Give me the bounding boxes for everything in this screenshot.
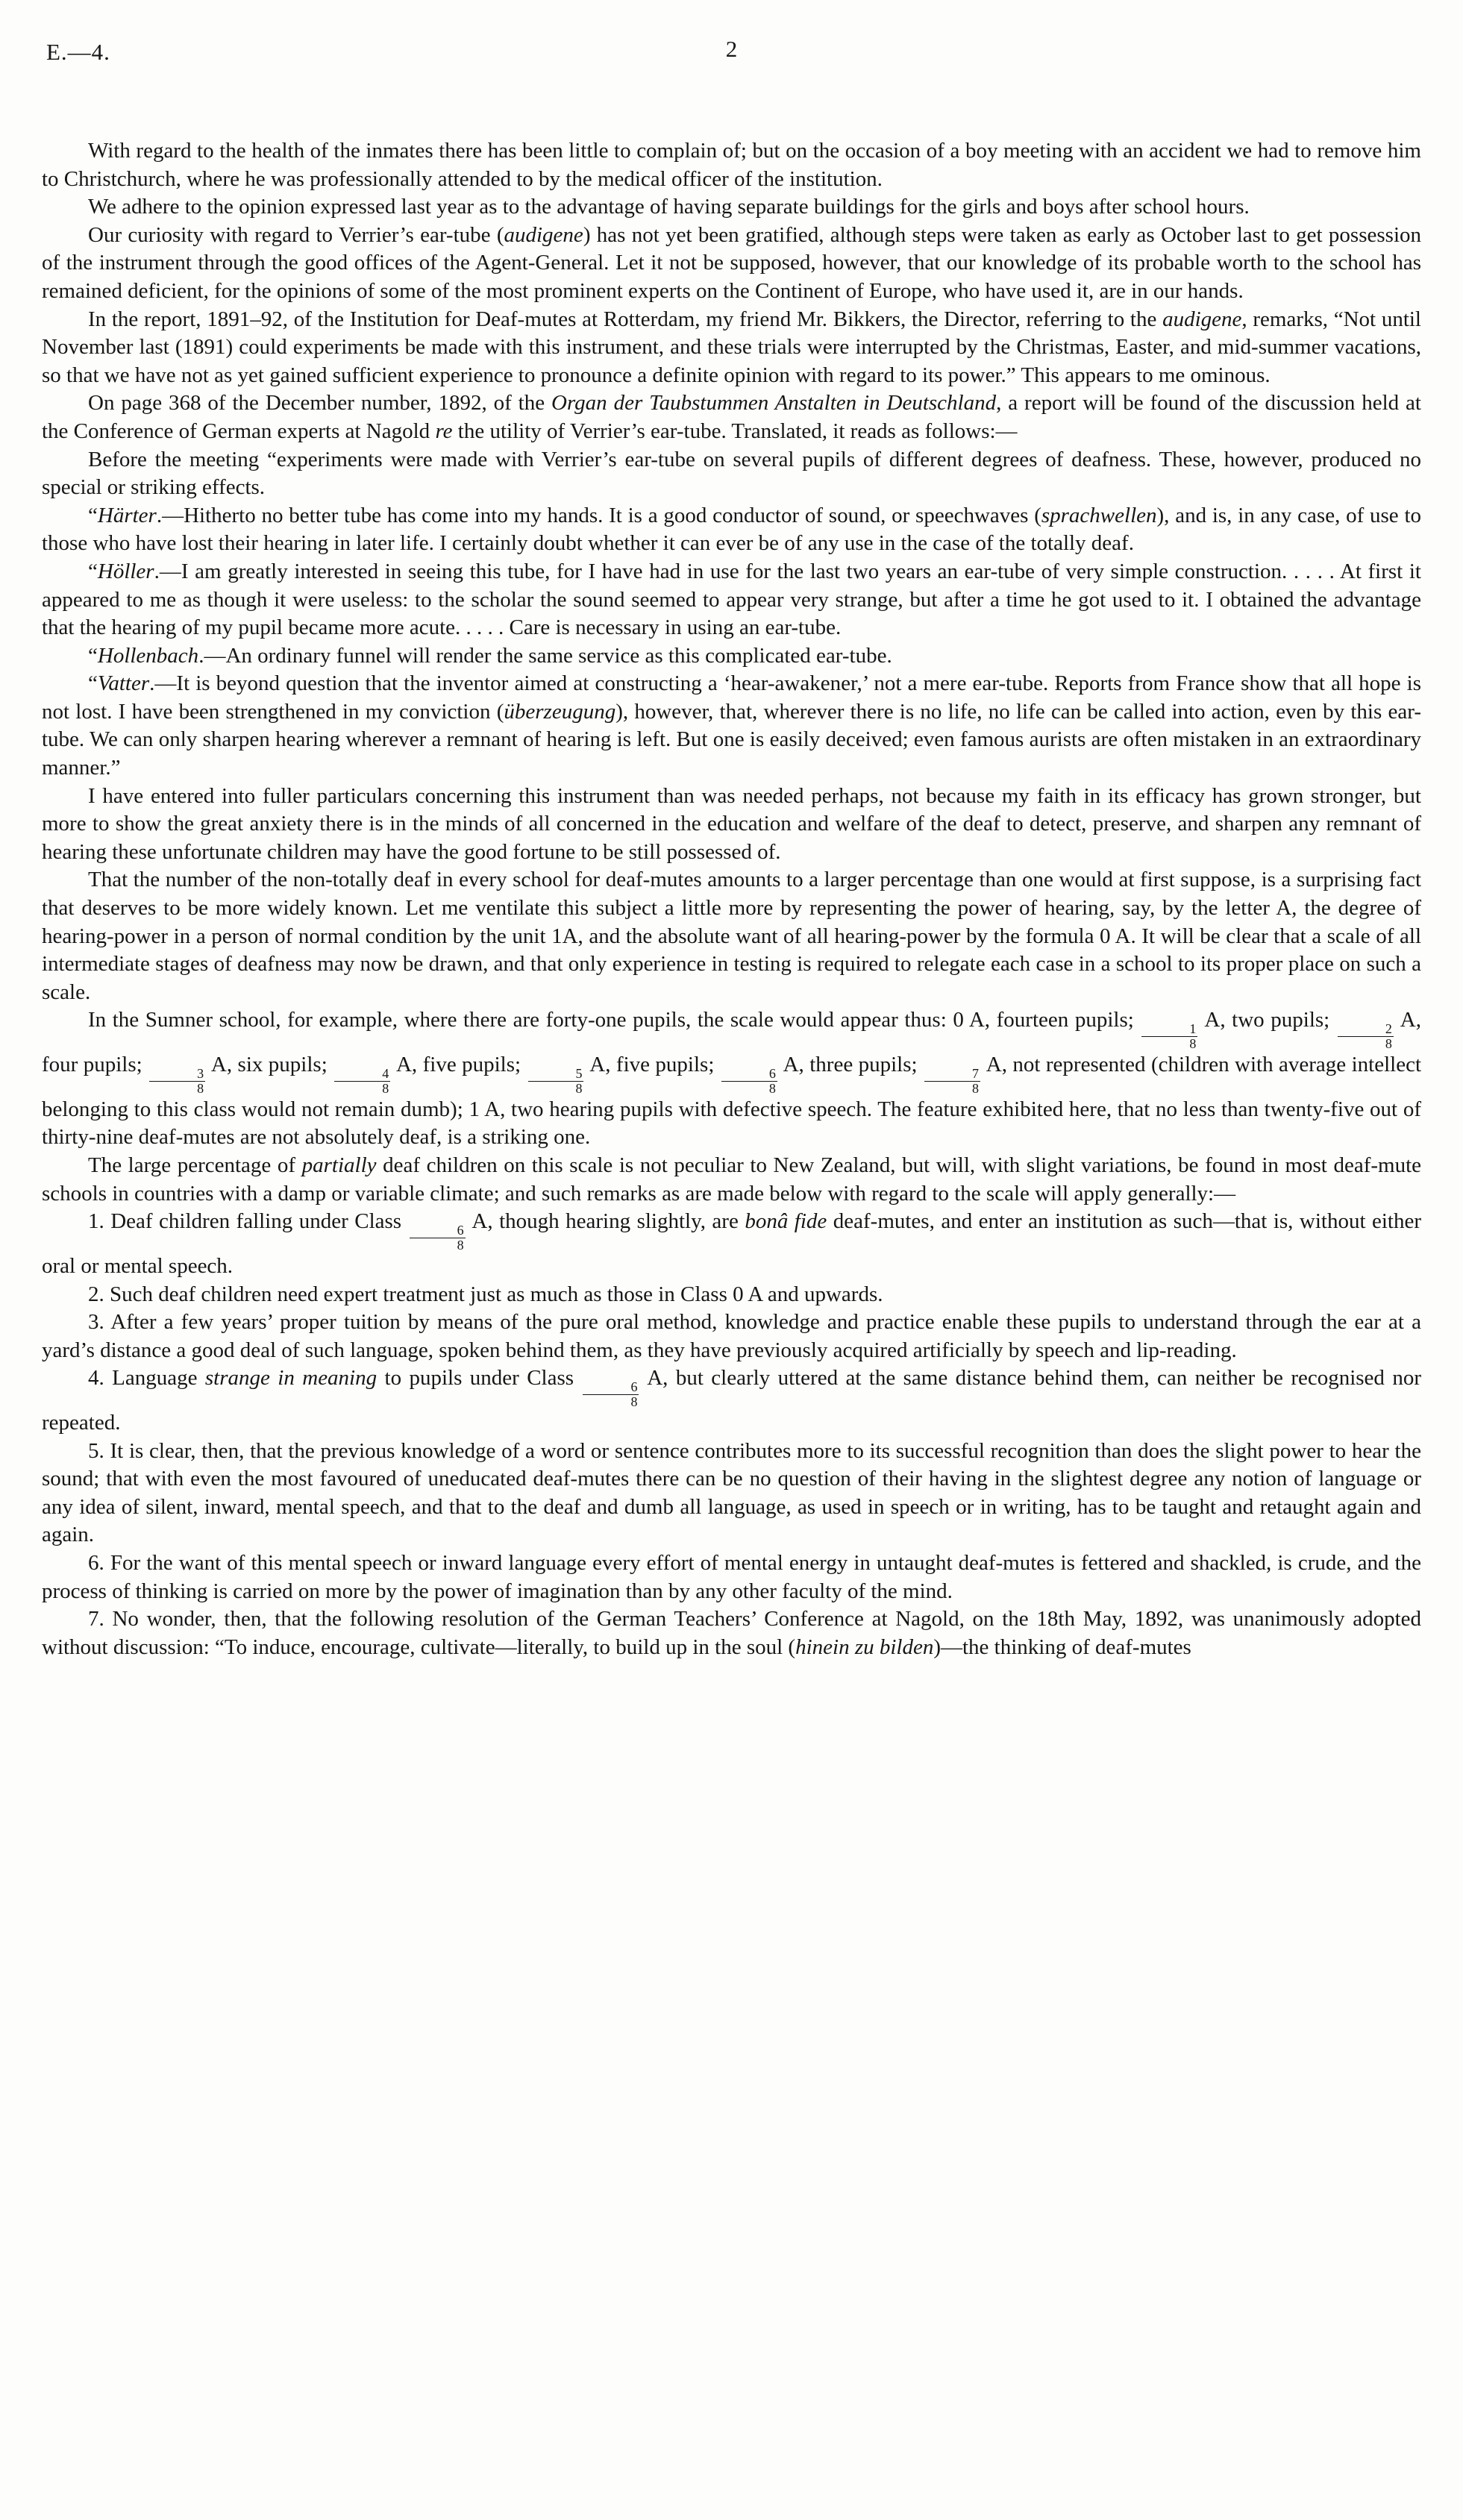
text-run: “ <box>88 671 98 696</box>
italic-text-run: bonâ fide <box>745 1209 827 1234</box>
text-run: A, six pupils; <box>207 1053 333 1077</box>
italic-text-run: Härter <box>97 503 157 527</box>
text-run: 1. Deaf children falling under Class <box>88 1209 408 1234</box>
text-run: That the number of the non-totally deaf in every school for deaf-mutes amounts to a larger percentage than one would at first suppose, is a surprising fact that deserves to be more widely known. Let me ventilate this subject a little more by representing the power of hearing, say, by the letter A, the degree of hearing-power in a person of normal condition by the unit 1A, and the absolute want of all hearing-power by the formula 0 A. It will be clear that a scale of all intermediate stages of deafness may now be drawn, and that only experience in testing is required to relegate each case in a school to its proper place on such a scale. <box>42 868 1421 1004</box>
text-run: “ <box>88 643 98 668</box>
document-reference: E.—4. <box>46 39 110 65</box>
text-run: “ <box>88 503 98 527</box>
paragraph <box>42 193 1421 222</box>
text-run: deaf-mutes, and enter an institution as such—that is, without either oral or mental speech. <box>42 1209 1421 1278</box>
paragraph <box>42 558 1421 642</box>
paragraph <box>42 783 1421 867</box>
text-run: 3. After a few years’ proper tuition by means of the pure oral method, knowledge and practice enable these pupils to understand through the ear at a yard’s distance a good deal of such language, spoken behind them, as they have previously acquired artificially by speech and lip-reading. <box>42 1310 1421 1362</box>
text-run: )—the thinking of deaf-mutes <box>933 1634 1191 1659</box>
paragraph <box>42 306 1421 390</box>
text-run: A, not represented (children with average intellect belonging to this class would not remain dumb); 1 A, two hearing pupils with defective speech. The feature exhibited here, that no less than twenty-five out of thirty-nine deaf-mutes are not absolutely deaf, is a striking one. <box>42 1053 1421 1150</box>
text-run: A, five pupils; <box>392 1053 527 1077</box>
text-run: ), however, that, wherever there is no life, no life can be called into action, even by this ear-tube. We can only sharpen hearing wherever a remnant of hearing is left. But one is easily deceived; even famous aurists are often mistaken in an extraordinary manner.” <box>42 699 1421 780</box>
paragraph <box>42 502 1421 558</box>
text-run: A, but clearly uttered at the same distance behind them, can neither be recognised nor repeated. <box>42 1366 1421 1435</box>
paragraph <box>42 1364 1421 1437</box>
fraction: $\frac{6}{8}$ <box>410 1223 466 1253</box>
italic-text-run: hinein zu bilden <box>795 1634 934 1659</box>
paragraph <box>42 866 1421 1006</box>
text-run: the utility of Verrier’s ear-tube. Translated, it reads as follows:— <box>452 419 1018 443</box>
text-run: .—I am greatly interested in seeing this tube, for I have had in use for the last two years an ear-tube of very simple construction. . . . . At first it appeared to me as though it were useless: to the scholar the sound seemed to appear very strange, but after a time he got used to it. I obtained the advantage that the hearing of my pupil became more acute. . . . . Care is necessary in using an ear-tube. <box>42 559 1421 640</box>
fraction: $\frac{3}{8}$ <box>149 1067 205 1096</box>
text-run: In the report, 1891–92, of the Institution for Deaf-mutes at Rotterdam, my friend Mr. Bikkers, the Director, referring to the <box>88 307 1163 331</box>
text-run: We adhere to the opinion expressed last year as to the advantage of having separate buildings for the girls and boys after school hours. <box>88 195 1250 219</box>
text-run: 2. Such deaf children need expert treatment just as much as those in Class 0 A and upwards. <box>88 1282 883 1306</box>
paragraph <box>42 1006 1421 1152</box>
italic-text-run: Höller <box>97 559 154 583</box>
text-run: A, two pupils; <box>1199 1008 1336 1032</box>
italic-text-run: Vatter <box>97 671 150 696</box>
paragraph <box>42 1152 1421 1208</box>
text-run: On page 368 of the December number, 1892, of the <box>88 391 552 416</box>
paragraph <box>42 1438 1421 1549</box>
text-run: ), and is, in any case, of use to those who have lost their hearing in later life. I certainly doubt whether it can ever be of any use in the case of the totally deaf. <box>42 503 1422 556</box>
paragraph <box>42 389 1421 445</box>
text-run: , a report will be found of the discussion held at the Conference of German experts at Nagold <box>42 391 1421 443</box>
paragraph <box>42 642 1421 671</box>
text-run: A, though hearing slightly, are <box>466 1209 745 1234</box>
text-run: “ <box>88 559 98 583</box>
fraction: $\frac{7}{8}$ <box>924 1067 980 1096</box>
page-header <box>42 36 1421 72</box>
fraction: $\frac{2}{8}$ <box>1338 1022 1394 1051</box>
italic-text-run: Organ der Taubstummen Anstalten in Deutschland <box>551 391 997 416</box>
text-run: In the Sumner school, for example, where there are forty-one pupils, the scale would appear thus: 0 A, fourteen pupils; <box>88 1008 1141 1032</box>
text-run: .—An ordinary funnel will render the same service as this complicated ear-tube. <box>198 643 892 668</box>
paragraph <box>42 446 1421 502</box>
fraction: $\frac{6}{8}$ <box>721 1067 777 1096</box>
italic-text-run: sprachwellen <box>1041 503 1157 527</box>
text-run: 7. No wonder, then, that the following resolution of the German Teachers’ Conference at Nagold, on the 18th May, 1892, was unanimously adopted without discussion: “To induce, encourage, cultivate—literally, to build up in the soul ( <box>42 1607 1421 1659</box>
text-run: deaf children on this scale is not peculiar to New Zealand, but will, with slight variations, be found in most deaf-mute schools in countries with a damp or variable climate; and such remarks as are made below with regard to the scale will apply generally:— <box>42 1153 1422 1206</box>
italic-text-run: audigene <box>1162 307 1242 331</box>
text-run: Our curiosity with regard to Verrier’s ear-tube ( <box>88 222 504 247</box>
text-run: to pupils under Class <box>377 1366 582 1391</box>
italic-text-run: strange in meaning <box>204 1366 378 1391</box>
text-run: A, four pupils; <box>42 1008 1421 1077</box>
paragraph <box>42 670 1421 782</box>
paragraph <box>42 137 1421 193</box>
text-run: A, three pupils; <box>778 1053 923 1077</box>
italic-text-run: re <box>435 419 453 443</box>
fraction: $\frac{1}{8}$ <box>1141 1022 1197 1051</box>
italic-text-run: partially <box>301 1153 377 1178</box>
text-run: A, five pupils; <box>585 1053 720 1077</box>
text-run: 6. For the want of this mental speech or inward language every effort of mental energy in untaught deaf-mutes is fettered and shackled, is crude, and the process of thinking is carried on more by the power of imagination than by any other faculty of the mind. <box>42 1551 1421 1603</box>
text-run: , remarks, “Not until November last (1891) could experiments be made with this instrument, and these trials were interrupted by the Christmas, Easter, and mid-summer vacations, so that we have not as yet gained sufficient experience to pronounce a definite opinion with regard to its power.” This appears to me ominous. <box>42 307 1421 387</box>
paragraph <box>42 1281 1421 1309</box>
text-run: 4. Language <box>88 1366 205 1391</box>
text-run: .—It is beyond question that the inventor aimed at constructing a ‘hear-awakener,’ not a mere ear-tube. Reports from France show that all hope is not lost. I have been strengthened in my conviction ( <box>42 671 1421 724</box>
paragraph <box>42 1549 1421 1605</box>
text-run: ) has not yet been gratified, although steps were taken as early as October last to get possession of the instrument through the good offices of the Agent-General. Let it not be supposed, however, that our knowledge of its probable worth to the school has remained deficient, for the opinions of some of the most prominent experts on the Continent of Europe, who have used it, are in our hands. <box>42 222 1421 303</box>
paragraph <box>42 1208 1421 1280</box>
text-run: .—Hitherto no better tube has come into my hands. It is a good conductor of sound, or speechwaves ( <box>156 503 1041 527</box>
document-body <box>42 137 1421 1661</box>
text-run: The large percentage of <box>88 1153 302 1178</box>
page-number: 2 <box>725 36 738 62</box>
paragraph <box>42 1605 1421 1661</box>
text-run: With regard to the health of the inmates there has been little to complain of; but on the occasion of a boy meeting with an accident we had to remove him to Christchurch, where he was professionally attended to by the medical officer of the institution. <box>42 139 1421 191</box>
text-run: 5. It is clear, then, that the previous knowledge of a word or sentence contributes more to its successful recognition than does the slight power to hear the sound; that with even the most favoured of uneducated deaf-mutes there can be no question of their having in the slightest degree any notion of language or any idea of silent, inward, mental speech, and that to the deaf and dumb all language, as used in speech or in writing, has to be taught and retaught again and again. <box>42 1438 1421 1547</box>
paragraph <box>42 222 1421 306</box>
fraction: $\frac{6}{8}$ <box>583 1380 639 1409</box>
text-run: I have entered into fuller particulars concerning this instrument than was needed perhaps, not because my faith in its efficacy has grown stronger, but more to show the great anxiety there is in the minds of all concerned in the education and welfare of the deaf to detect, preserve, and sharpen any remnant of hearing these unfortunate children may have the good fortune to be still possessed of. <box>42 783 1421 864</box>
italic-text-run: audigene <box>504 222 583 247</box>
paragraph <box>42 1308 1421 1364</box>
text-run: Before the meeting “experiments were made with Verrier’s ear-tube on several pupils of different degrees of deafness. These, however, produced no special or striking effects. <box>42 447 1421 500</box>
fraction: $\frac{4}{8}$ <box>334 1067 390 1096</box>
italic-text-run: überzeugung <box>504 699 616 724</box>
fraction: $\frac{5}{8}$ <box>528 1067 584 1096</box>
italic-text-run: Hollenbach <box>97 643 199 668</box>
